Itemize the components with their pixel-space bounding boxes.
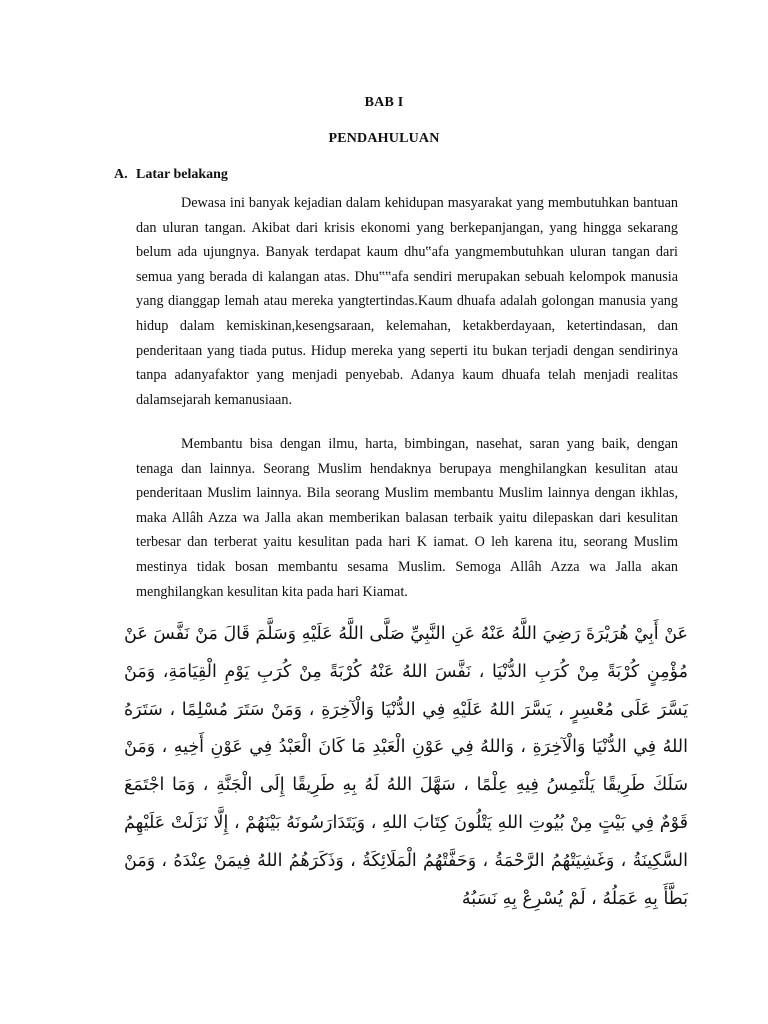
hadith-arabic-text: عَنْ أَبِيْ هُرَيْرَةَ رَضِيَ اللَّهُ عَنْهُ عَنِ النَّبِيِّ صَلَّى اللَّهُ عَلَيْهِ وَسَلَّمَ قَالَ مَنْ نَفَّسَ عَنْ مُؤْمِنٍ كُرْبَةً مِنْ كُرَبِ الدُّنْيَا ، نَفَّسَ اللهُ عَنْهُ كُرْبَةً مِنْ كُرَبِ يَوْمِ الْقِيَامَةِ، وَمَنْ يَسَّرَ عَلَى مُعْسِرٍ ، يَسَّرَ اللهُ عَلَيْهِ فِي الدُّنْيَا وَالْآخِرَةِ ، وَمَنْ سَتَرَ مُسْلِمًا ، سَتَرَهُ اللهُ فِي الدُّنْيَا وَالْآخِرَةِ ، وَاللهُ فِي عَوْنِ الْعَبْدِ مَا كَانَ الْعَبْدُ فِي عَوْنِ أَخِيهِ ، وَمَنْ سَلَكَ طَرِيقًا يَلْتَمِسُ فِيهِ عِلْمًا ، سَهَّلَ اللهُ لَهُ بِهِ طَرِيقًا إِلَى الْجَنَّةِ ، وَمَا اجْتَمَعَ قَوْمٌ فِي بَيْتٍ مِنْ بُيُوتِ اللهِ يَتْلُونَ كِتَابَ اللهِ ، وَيَتَدَارَسُونَهُ بَيْنَهُمْ ، إِلَّا نَزَلَتْ عَلَيْهِمُ السَّكِينَةُ ، وَغَشِيَتْهُمُ الرَّحْمَةُ ، وَحَفَّتْهُمُ الْمَلَائِكَةُ ، وَذَكَرَهُمُ اللهُ فِيمَنْ عِنْدَهُ ، وَمَنْ بَطَّأَ بِهِ عَمَلُهُ ، لَمْ يُسْرِعْ بِهِ نَسَبُهُ: [124, 624, 688, 909]
section-title: Latar belakang: [136, 167, 228, 182]
chapter-title: PENDAHULUAN: [328, 131, 440, 146]
paragraph: Membantu bisa dengan ilmu, harta, bimbingan, nasehat, saran yang baik, dengan tenaga dan lainnya. Seorang Muslim hendaknya berupaya menghilangkan kesulitan atau penderitaan Muslim lainnya. Bila seorang Muslim membantu Muslim lainnya dengan ikhlas, maka Allâh Azza wa Jalla akan memberikan balasan terbaik yaitu dilepaskan dari kesulitan terbesar dan terberat yaitu kesulitan pada hari K iamat. O leh karena itu, seorang Muslim mestinya tidak bosan membantu sesama Muslim. Semoga Allâh Azza wa Jalla akan menghilangkan kesulitan kita pada hari Kiamat.: [136, 436, 678, 600]
section-marker: A.: [114, 167, 128, 182]
section-heading: [114, 167, 228, 183]
paragraph: Dewasa ini banyak kejadian dalam kehidupan masyarakat yang membutuhkan bantuan dan uluran tangan. Akibat dari krisis ekonomi yang berkepanjangan, yang hingga sekarang belum ada ujungnya. Banyak terdapat kaum dhu‟afa yangmembutuhkan uluran tangan dari semua yang berada di kalangan atas. Dhu‟‟afa sendiri merupakan sebuah kelompok manusia yang dianggap lemah atau mereka yangtertindas.Kaum dhuafa adalah golongan manusia yang hidup dalam kemiskinan,kesengsaraan, kelemahan, ketakberdayaan, ketertindasan, dan penderitaan yang tiada putus. Hidup mereka yang seperti itu bukan terjadi dengan sendirinya tanpa adanyafaktor yang menjadi penyebab. Adanya kaum dhuafa telah menjadi realitas dalamsejarah kemanusiaan.: [136, 195, 678, 408]
paragraph-block-1: [136, 191, 678, 412]
chapter-number: BAB I: [364, 95, 404, 110]
paragraph-block-2: [136, 432, 678, 604]
